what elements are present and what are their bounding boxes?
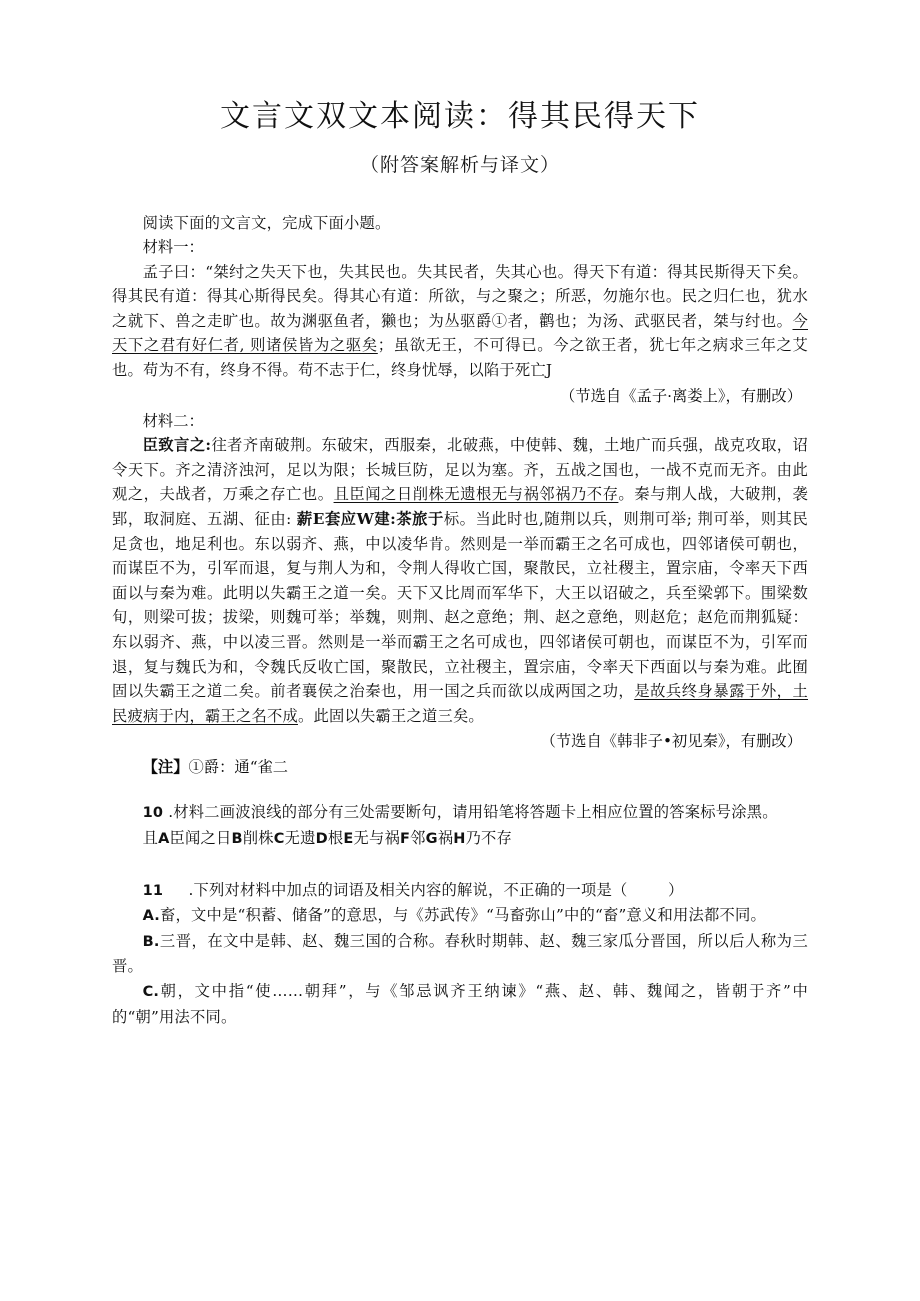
question-10 [112, 800, 808, 851]
question-11-stem: .下列对材料中加点的词语及相关内容的解说，不正确的一项是（ [188, 880, 628, 899]
material-one-label: 材料一： [142, 238, 204, 257]
q10-marker-d[interactable]: D [315, 830, 328, 847]
question-11 [112, 878, 808, 1030]
option-c[interactable] [112, 979, 808, 1029]
q10-segment-text: 无遗 [284, 828, 316, 847]
option-c-letter: C. [142, 983, 160, 1000]
option-b-letter: B. [142, 933, 160, 950]
material-one-attribution: （节选自《孟子·离娄上》，有删改） [560, 386, 802, 405]
question-10-number: 10 [142, 805, 164, 822]
q10-segment-text: 臣闻之日 [169, 828, 232, 847]
q10-segment-text: 削株 [242, 828, 274, 847]
material-two-attribution: （节选自《韩非子•初见秦》，有删改） [540, 732, 802, 751]
material-two-text-2: 。秦与荆人战，大破荆，袭郢，取洞庭、五湖、征由: [112, 485, 808, 529]
title-block [0, 0, 920, 177]
option-b[interactable] [112, 929, 808, 979]
q10-segment-text: 邻 [410, 828, 426, 847]
material-two-paragraph [112, 433, 808, 728]
option-b-text: 三晋，在文中是韩、赵、魏三国的合称。春秋时期韩、赵、魏三家瓜分晋国，所以后人称为三晋。 [112, 931, 808, 976]
material-two-label: 材料二： [142, 411, 204, 430]
footnote [112, 754, 808, 780]
option-c-text: 朝，文中指“使……朝拜”，与《邹忌讽齐王纳谏》“燕、赵、韩、魏闻之，皆朝于齐”中的“朝”用法不同。 [112, 981, 808, 1026]
option-a-letter: A. [142, 908, 160, 925]
question-10-stem-line [112, 800, 808, 826]
question-10-punctuation-line [112, 826, 808, 852]
q10-marker-f[interactable]: F [400, 830, 411, 847]
material-two-text-1: 往者齐南破荆。东破宋，西服秦，北破燕，中使韩、魏，土地广而兵强，战克攻取，诏令天下。齐之清济浊河，足以为限；长城巨防，足以为塞。齐，五战之国也，一战不克而无齐。由此观之，夫战者，万乘之存亡也。 [112, 436, 808, 504]
q10-segment-text: 祸 [437, 828, 454, 847]
material-two-text-4: 。此固以失霸王之道三矣。 [297, 706, 484, 725]
q10-segment-text: 乃不存 [465, 828, 513, 847]
q10-segment-text: 根 [327, 828, 344, 847]
page-title: 文言文双文本阅读：得其民得天下 [220, 99, 700, 134]
q10-marker-a[interactable]: A [158, 830, 170, 847]
footnote-prefix: 【注】 [142, 758, 189, 777]
q10-marker-b[interactable]: B [231, 830, 243, 847]
q10-segment-text: 无与祸 [353, 828, 400, 847]
page-subtitle: （附答案解析与译文） [359, 153, 560, 176]
question-11-stem-line [112, 878, 808, 904]
q10-marker-g[interactable]: G [425, 830, 438, 847]
reading-instruction: 阅读下面的文言文，完成下面小题。 [142, 213, 391, 232]
option-a[interactable] [112, 903, 808, 929]
option-a-text: 畜，文中是“积蓄、储备”的意思，与《苏武传》“马畜弥山”中的“畜”意义和用法都不同。 [160, 906, 767, 925]
material-two-underlined-1: 且臣闻之日削株无遗根无与祸邻祸乃不存 [333, 485, 619, 504]
document-body [112, 177, 808, 1030]
question-11-stem-tail: ） [667, 880, 684, 899]
material-one-text-after: ；虽欲无王，不可得已。今之欲王者，犹七年之病求三年之艾也。苟为不有，终身不得。苟不志于仁，终身忧辱，以陷于死亡J [112, 336, 809, 380]
question-11-number: 11 [142, 882, 164, 899]
material-one-paragraph [112, 260, 808, 383]
material-one-text-before: 孟子曰：“桀纣之失天下也，失其民也。失其民者，失其心也。得天下有道：得其民斯得天下矣。得其民有道：得其心斯得民矣。得其心有道：所欲，与之聚之；所恶，勿施尔也。民之归仁也，犹水之就下、兽之走旷也。故为渊驱鱼者，獭也；为丛驱爵①者，鹳也；为汤、武驱民者，桀与纣也。 [112, 262, 808, 330]
question-10-stem: .材料二画波浪线的部分有三处需要断句，请用铅笔将答题卡上相应位置的答案标号涂黑。 [168, 803, 778, 822]
material-two-lead: 臣致言之: [142, 436, 212, 455]
material-two-text-3: 标。当此时也,随荆以兵，则荆可举; 荆可举，则其民足贪也，地足利也。东以弱齐、燕，中以凌华肯。然则是一举而霸王之名可成也，四邻诸侯可朝也，而谋臣不为，引军而退，复与荆人为和，令荆人得收亡国，聚散民，立社稷主，置宗庙，令率天下西面以与秦为难。此明以失霸王之道一矣。天下又比周而军华下，大王以诏破之，兵至梁郭下。围梁数旬，则梁可拔；拔梁，则魏可举；举魏，则荆、赵之意绝；荆、赵之意绝，则赵危；赵危而荆狐疑：东以弱齐、燕，中以凌三晋。然则是一举而霸王之名可成也，四邻诸侯可朝也，而谋臣不为，引军而退，复与魏氏为和，令魏氏反收亡国，聚散民，立社稷主，置宗庙，令率天下西面以与秦为难。此囿固以失霸王之道二矣。前者襄侯之治秦也，用一国之兵而欲以成两国之功， [112, 510, 808, 701]
footnote-text: ①爵：通“雀二 [188, 758, 289, 777]
material-one-underlined: 今天下之君有好仁者, 则诸侯皆为之驱矣 [112, 311, 808, 355]
material-two-garbled-text: 薪E套应W建:茶旅于 [296, 510, 444, 529]
q10-marker-h[interactable]: H [453, 830, 466, 847]
question-11-answer-blank[interactable] [627, 881, 668, 899]
q10-marker-e[interactable]: E [343, 830, 354, 847]
q10-marker-c[interactable]: C [273, 830, 285, 847]
q10-segment-text: 且 [142, 828, 159, 847]
material-two-underlined-2: 是故兵终身暴露于外，土民疲病于内，霸王之名不成 [112, 682, 809, 725]
